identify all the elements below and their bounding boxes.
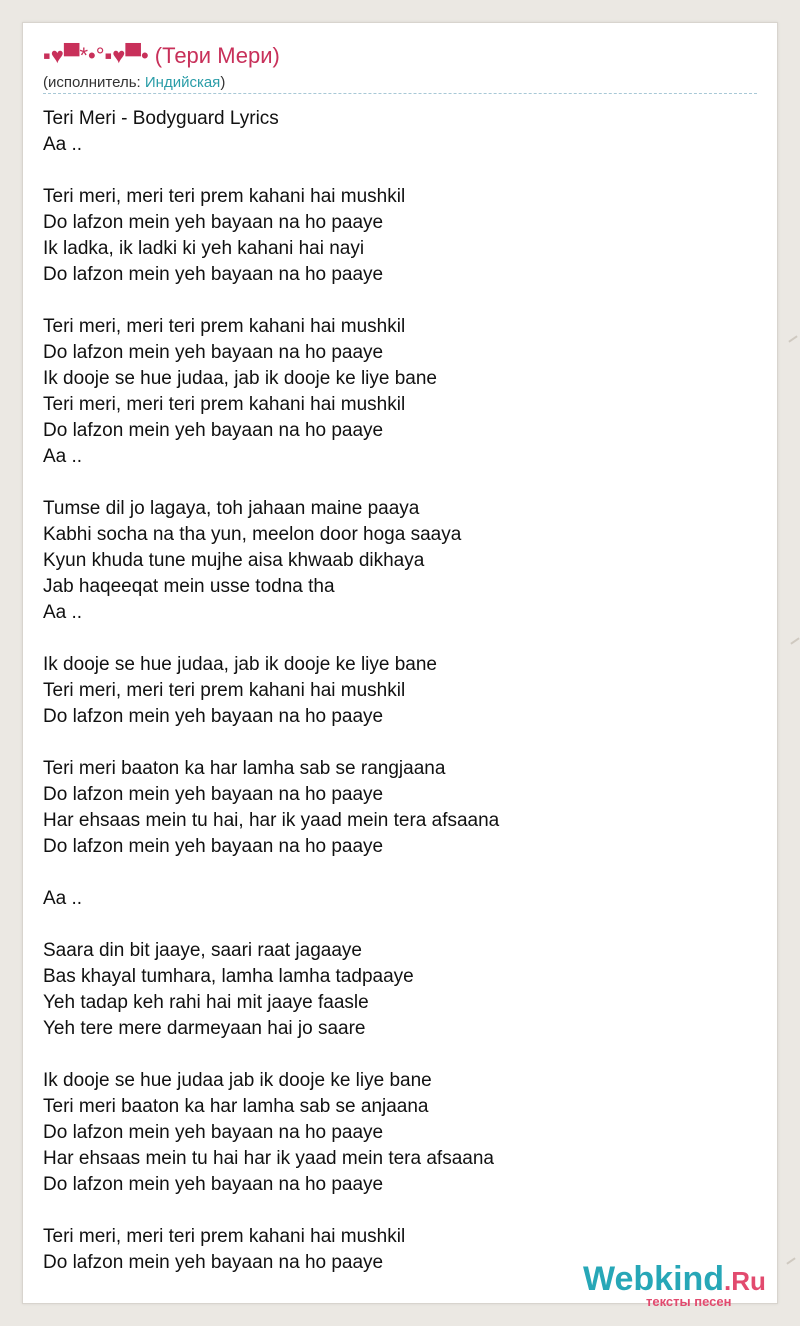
lyric-line: Teri meri, meri teri prem kahani hai mushkil [43, 186, 406, 207]
lyric-line: Ik dooje se hue judaa jab ik dooje ke liye bane [43, 1070, 432, 1091]
lyric-line: Teri Meri - Bodyguard Lyrics [43, 108, 279, 129]
lyric-line: Har ehsaas mein tu hai, har ik yaad mein tera afsaana [43, 810, 500, 831]
lyric-line: Yeh tere mere darmeyaan hai jo saare [43, 1018, 366, 1039]
lyric-line: Saara din bit jaaye, saari raat jagaaye [43, 940, 362, 961]
stanza-gap [43, 626, 757, 652]
artist-line [43, 74, 225, 91]
lyric-line: Do lafzon mein yeh bayaan na ho paaye [43, 706, 384, 727]
lyric-line: Har ehsaas mein tu hai har ik yaad mein tera afsaana [43, 1148, 494, 1169]
title-decoration: ▪♥▀*•°▪♥▀• [43, 43, 149, 68]
stanza-gap [43, 470, 757, 496]
lyric-line: Ik ladka, ik ladki ki yeh kahani hai nayi [43, 238, 365, 259]
lyric-line: Bas khayal tumhara, lamha lamha tadpaaye [43, 966, 414, 987]
lyric-line: Do lafzon mein yeh bayaan na ho paaye [43, 264, 384, 285]
lyric-line: Teri meri baaton ka har lamha sab se anjaana [43, 1096, 429, 1117]
lyric-line: Teri meri, meri teri prem kahani hai mushkil [43, 1226, 406, 1247]
lyric-line: Aa .. [43, 134, 83, 155]
lyric-line: Do lafzon mein yeh bayaan na ho paaye [43, 342, 384, 363]
logo-main-text: Webkind [583, 1260, 725, 1298]
lyric-line: Do lafzon mein yeh bayaan na ho paaye [43, 212, 384, 233]
lyric-line: Do lafzon mein yeh bayaan na ho paaye [43, 1174, 384, 1195]
stanza-gap [43, 1198, 757, 1224]
lyric-line: Aa .. [43, 446, 83, 467]
lyric-line: Aa .. [43, 888, 83, 909]
lyric-line: Yeh tadap keh rahi hai mit jaaye faasle [43, 992, 369, 1013]
lyric-line: Do lafzon mein yeh bayaan na ho paaye [43, 1252, 384, 1273]
background-texture-mark [786, 1257, 795, 1264]
lyric-line: Teri meri, meri teri prem kahani hai mushkil [43, 394, 406, 415]
lyric-line: Ik dooje se hue judaa, jab ik dooje ke liye bane [43, 654, 437, 675]
page-title [43, 43, 280, 69]
lyric-line: Do lafzon mein yeh bayaan na ho paaye [43, 1122, 384, 1143]
artist-link[interactable]: Индийская [144, 74, 221, 91]
lyrics-text [43, 106, 757, 1276]
lyrics-card [22, 22, 778, 1309]
stanza-gap [43, 912, 757, 938]
lyric-line: Teri meri baaton ka har lamha sab se rangjaana [43, 758, 446, 779]
stanza-gap [43, 288, 757, 314]
lyric-line: Jab haqeeqat mein usse todna tha [43, 576, 335, 597]
stanza-gap [43, 1042, 757, 1068]
site-logo[interactable] [583, 1260, 783, 1308]
background-texture-mark [790, 637, 799, 644]
lyric-line: Teri meri, meri teri prem kahani hai mushkil [43, 316, 406, 337]
header-divider [43, 93, 757, 94]
song-title: (Тери Мери) [154, 43, 280, 68]
lyric-line: Ik dooje se hue judaa, jab ik dooje ke liye bane [43, 368, 437, 389]
stanza-gap [43, 860, 757, 886]
lyric-line: Kyun khuda tune mujhe aisa khwaab dikhaya [43, 550, 425, 571]
artist-suffix: ) [220, 74, 226, 91]
logo-tagline: тексты песен [646, 1294, 732, 1309]
logo-tld: .Ru [724, 1266, 766, 1296]
artist-prefix: (исполнитель: [43, 74, 145, 91]
stanza-gap [43, 730, 757, 756]
lyric-line: Kabhi socha na tha yun, meelon door hoga saaya [43, 524, 462, 545]
lyric-line: Aa .. [43, 602, 83, 623]
stanza-gap [43, 158, 757, 184]
lyric-line: Do lafzon mein yeh bayaan na ho paaye [43, 420, 384, 441]
lyric-line: Do lafzon mein yeh bayaan na ho paaye [43, 784, 384, 805]
lyric-line: Do lafzon mein yeh bayaan na ho paaye [43, 836, 384, 857]
lyric-line: Teri meri, meri teri prem kahani hai mushkil [43, 680, 406, 701]
lyric-line: Tumse dil jo lagaya, toh jahaan maine paaya [43, 498, 420, 519]
background-texture-mark [788, 335, 797, 342]
